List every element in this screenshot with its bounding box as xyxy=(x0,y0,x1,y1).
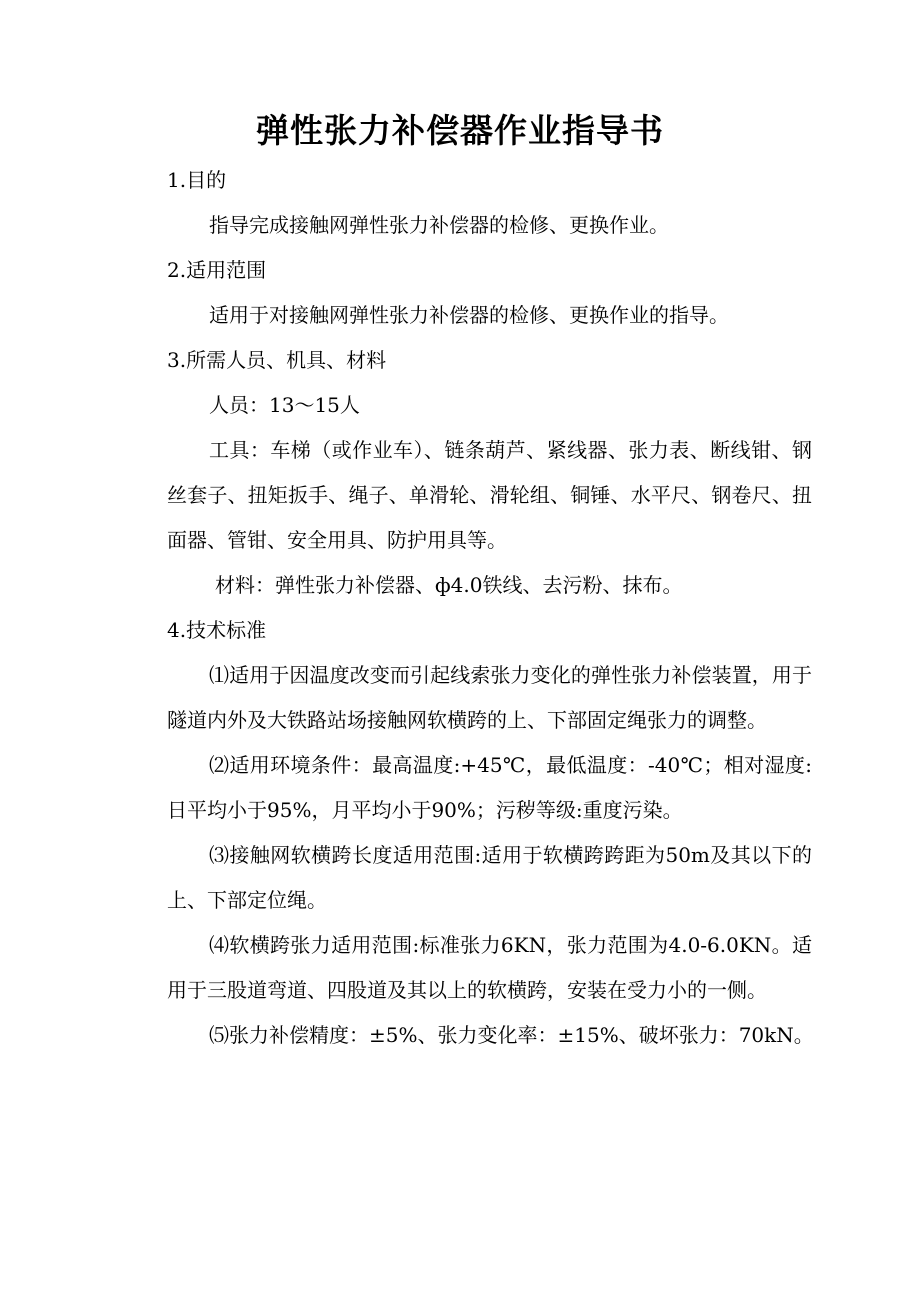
document-body xyxy=(167,158,812,1058)
standard-item-3: ⑶接触网软横跨长度适用范围:适用于软横跨跨距为50m及其以下的上、下部定位绳。 xyxy=(167,843,812,912)
purpose-paragraph: 指导完成接触网弹性张力补偿器的检修、更换作业。 xyxy=(209,213,669,237)
personnel-paragraph: 人员：13～15人 xyxy=(209,393,360,417)
section-heading-standards: 4.技术标准 xyxy=(167,618,267,642)
tools-paragraph: 工具：车梯（或作业车）、链条葫芦、紧线器、张力表、断线钳、钢丝套子、扭矩扳手、绳子、单滑轮、滑轮组、铜锤、水平尺、钢卷尺、扭面器、管钳、安全用具、防护用具等。 xyxy=(167,438,812,552)
standard-item-2: ⑵适用环境条件：最高温度:+45℃，最低温度：-40℃；相对湿度:日平均小于95%，月平均小于90%；污秽等级:重度污染。 xyxy=(167,753,812,822)
section-heading-resources: 3.所需人员、机具、材料 xyxy=(167,348,387,372)
document-title: 弹性张力补偿器作业指导书 xyxy=(256,111,664,150)
scope-paragraph: 适用于对接触网弹性张力补偿器的检修、更换作业的指导。 xyxy=(209,303,729,327)
materials-paragraph: 材料：弹性张力补偿器、ф4.0铁线、去污粉、抹布。 xyxy=(215,573,683,597)
standard-item-5: ⑸张力补偿精度：±5%、张力变化率：±15%、破坏张力：70kN。 xyxy=(209,1023,814,1047)
section-heading-scope: 2.适用范围 xyxy=(167,258,267,282)
standard-item-1: ⑴适用于因温度改变而引起线索张力变化的弹性张力补偿装置，用于隧道内外及大铁路站场接触网软横跨的上、下部固定绳张力的调整。 xyxy=(167,663,812,732)
standard-item-4: ⑷软横跨张力适用范围:标准张力6KN，张力范围为4.0-6.0KN。适用于三股道弯道、四股道及其以上的软横跨，安装在受力小的一侧。 xyxy=(167,933,812,1002)
section-heading-purpose: 1.目的 xyxy=(167,168,227,192)
